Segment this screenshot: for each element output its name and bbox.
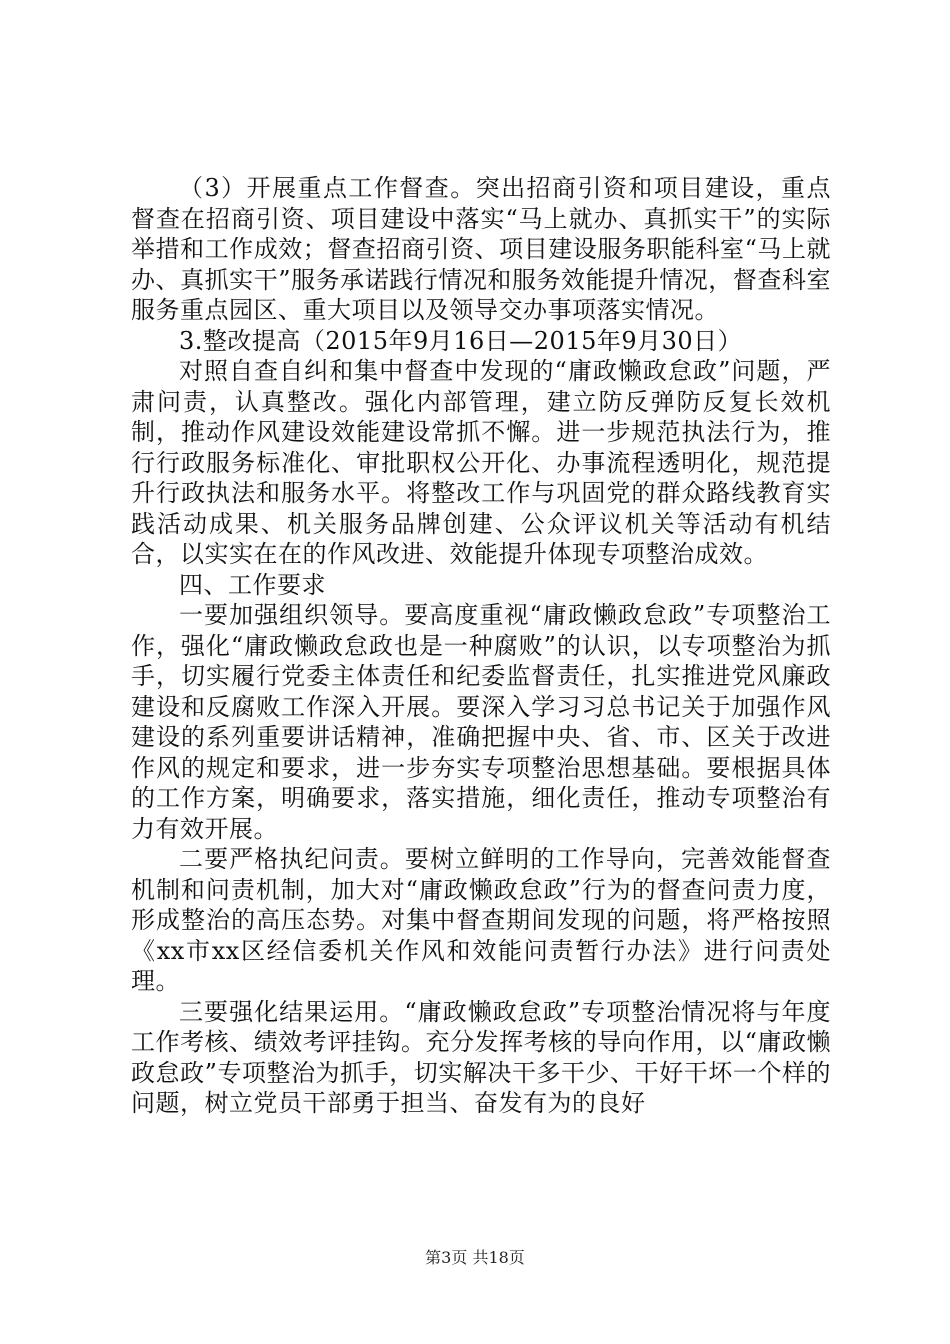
section-heading-work-requirements: 四、工作要求 (179, 570, 326, 599)
paragraph-result-application: 三要强化结果运用。“庸政懒政怠政”专项整治情况将与年度工作考核、绩效考评挂钩。充分发挥考核的导向作用，以“庸政懒政怠政”专项整治为抓手，切实解决干多干少、干好干坏一个样的问题，树立党员干部勇于担当、奋发有为的良好 (131, 997, 831, 1117)
page-number-footer: 第3页 共18页 (425, 1248, 525, 1267)
paragraph-discipline-accountability: 二要严格执纪问责。要树立鲜明的工作导向，完善效能督查机制和问责机制，加大对“庸政懒政怠政”行为的督查问责力度，形成整治的高压态势。对集中督查期间发现的问题，将严格按照《xx市xx区经信委机关作风和效能问责暂行办法》进行问责处理。 (131, 845, 831, 995)
paragraph-rectification: 对照自查自纠和集中督查中发现的“庸政懒政怠政”问题，严肃问责，认真整改。强化内部管理，建立防反弹防反复长效机制，推动作风建设效能建设常抓不懈。进一步规范执法行为，推行行政服务标准化、审批职权公开化、办事流程透明化，规范提升行政执法和服务水平。将整改工作与巩固党的群众路线教育实践活动成果、机关服务品牌创建、公众评议机关等活动有机结合，以实实在在的作风改进、效能提升体现专项整治成效。 (131, 357, 831, 568)
document-body (131, 173, 831, 1119)
paragraph-organizational-leadership: 一要加强组织领导。要高度重视“庸政懒政怠政”专项整治工作，强化“庸政懒政怠政也是一种腐败”的认识，以专项整治为抓手，切实履行党委主体责任和纪委监督责任，扎实推进党风廉政建设和反腐败工作深入开展。要深入学习习总书记关于加强作风建设的系列重要讲话精神，准确把握中央、省、市、区关于改进作风的规定和要求，进一步夯实专项整治思想基础。要根据具体的工作方案，明确要求，落实措施，细化责任，推动专项整治有力有效开展。 (131, 601, 831, 843)
section-heading-rectification: 3.整改提高（2015年9月16日—2015年9月30日） (179, 326, 743, 355)
paragraph-key-work-inspection: （3）开展重点工作督查。突出招商引资和项目建设，重点督查在招商引资、项目建设中落实“马上就办、真抓实干”的实际举措和工作成效；督查招商引资、项目建设服务职能科室“马上就办、真抓实干”服务承诺践行情况和服务效能提升情况，督查科室服务重点园区、重大项目以及领导交办事项落实情况。 (131, 174, 831, 324)
